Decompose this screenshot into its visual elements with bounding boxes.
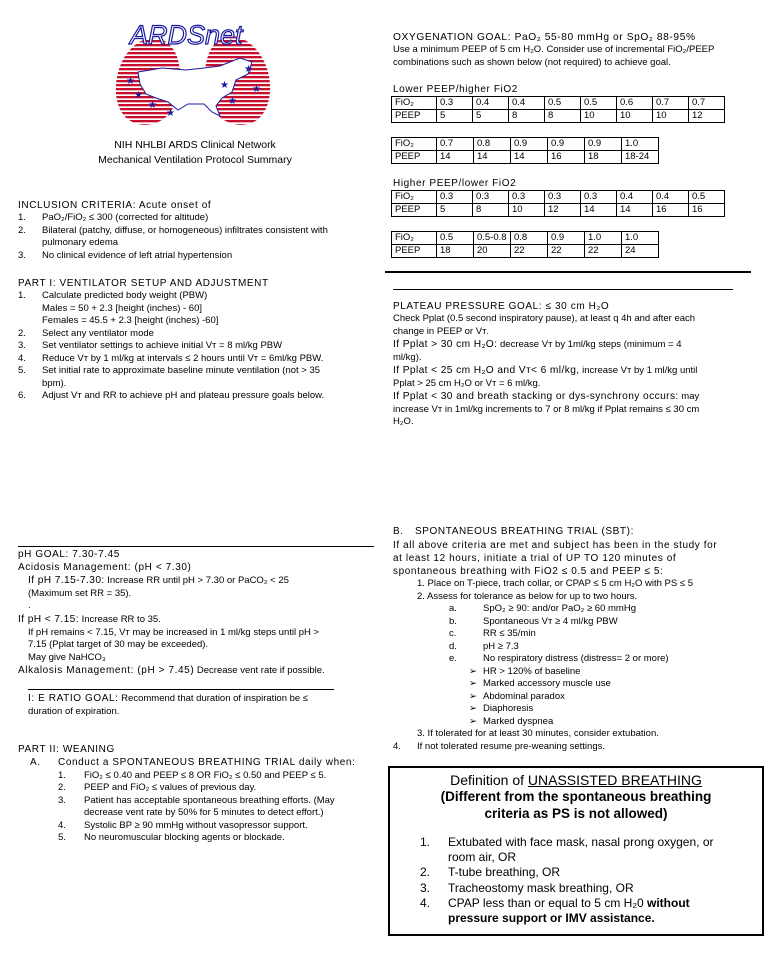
peep-value-cell: 22 [511,245,548,258]
peep-row [392,204,725,217]
part1-text: Females = 45.5 + 2.3 [height (inches) -60] [42,315,219,327]
alkalosis-condition: (pH > 7.45) [133,665,195,677]
peep-value-cell: 16 [653,204,689,217]
weaning-text: FiO₂ ≤ 0.40 and PEEP ≤ 8 OR FiO₂ ≤ 0.50 and PEEP ≤ 5. [84,769,327,781]
lower-peep-table-1 [391,96,725,123]
fio2-peep-table [391,137,659,164]
weaning-number: 4. [58,819,66,831]
unassisted-body [448,865,560,880]
part1-item [18,290,378,303]
peep-row [392,110,725,123]
inclusion-item [18,225,378,250]
tolerance-criteria-list [393,603,758,666]
part1-text: Set initial rate to approximate baseline minute ventilation (not > 35 [42,365,321,377]
box-list [402,835,750,927]
plateau-rule [393,289,733,290]
part1-section [18,277,378,403]
weaning-continuation: decrease vent rate by 50% for 5 minutes to detect effort.) [84,807,324,819]
unassisted-text: T-tube breathing, OR [448,865,561,880]
inclusion-number: 3. [18,249,26,261]
fio2-label-cell: FiO₂ [392,191,437,204]
alkalosis-action: Decrease vent rate if possible. [194,665,325,677]
sbt-step: 2. Assess for tolerance as below for up to two hours. [417,590,638,602]
weaning-item [58,795,388,820]
unassisted-item [420,835,750,866]
peep-value-cell: 18 [585,151,622,164]
fio2-value-cell: 0.3 [509,191,545,204]
unassisted-text: Tracheostomy mask breathing, OR [448,880,634,895]
weaning-number: 1. [58,769,66,781]
sbt-paragraph: If all above criteria are met and subject has been in the study for [393,539,718,551]
fio2-value-cell: 1.0 [622,232,659,245]
part1-number: 3. [18,340,26,352]
peep-value-cell: 10 [617,110,653,123]
peep-value-cell: 24 [622,245,659,258]
fio2-row [392,191,725,204]
sbt-paragraph: spontaneous breathing with FiO2 ≤ 0.5 and PEEP ≤ 5: [393,565,664,577]
weaning-item [58,770,388,783]
fio2-value-cell: 0.9 [511,138,548,151]
part1-number: 4. [18,352,26,364]
weaning-body [84,770,326,783]
weaning-item [58,820,388,833]
part1-continuation: bpm). [42,377,67,389]
ph-line: (Maximum set RR = 35). [28,587,132,599]
part1-number [18,303,42,316]
fio2-value-cell: 0.8 [474,138,511,151]
plateau-action: increase Vᴛ by 1 ml/kg until [579,365,698,377]
unassisted-number: 4. [420,895,431,910]
inclusion-text: No clinical evidence of left atrial hypertension [42,249,233,261]
unassisted-continuation: pressure support or IMV assistance. [448,911,655,926]
distress-sign-text: Marked accessory muscle use [483,678,611,690]
part1-number: 1. [18,290,26,302]
unassisted-text: CPAP less than or equal to 5 cm H₂0 [448,895,644,910]
part1-body [42,303,202,316]
box-title-prefix: Definition of [450,772,528,788]
plateau-line: Check Pplat (0.5 second inspiratory pause), at least q 4h and after each [393,313,696,325]
inclusion-body [42,225,328,250]
unassisted-body [448,881,634,896]
peep-row [392,151,659,164]
tolerance-criterion [393,628,758,641]
fio2-value-cell: 0.4 [473,97,509,110]
fio2-value-cell: 0.5 [581,97,617,110]
distress-sign-text: HR > 120% of baseline [483,665,581,677]
peep-value-cell: 14 [437,151,474,164]
plateau-section [393,300,753,429]
unassisted-number: 1. [420,834,431,849]
box-subtitle: (Different from the spontaneous breathing [440,788,712,804]
plateau-heading: PLATEAU PRESSURE GOAL: ≤ 30 cm H₂O [393,301,610,312]
part2-a-label: A. [30,757,41,769]
weaning-criteria-list [18,770,388,845]
higher-peep-table-1 [391,190,725,217]
tolerance-criterion [393,641,758,654]
plateau-line: change in PEEP or Vᴛ. [393,325,490,337]
fio2-value-cell: 0.3 [473,191,509,204]
oxygenation-section [393,31,753,70]
ph-condition: If pH < 7.15: [18,613,79,625]
criterion-text: RR ≤ 35/min [483,628,536,640]
peep-value-cell: 8 [509,110,545,123]
distress-sign [393,691,758,704]
fio2-value-cell: 0.5 [689,191,725,204]
peep-value-cell: 16 [689,204,725,217]
weaning-text: PEEP and FiO₂ ≤ values of previous day. [84,782,257,794]
org-name: NIH NHLBI ARDS Clinical Network [114,139,276,151]
criterion-letter: d. [449,640,457,652]
distress-sign [393,716,758,729]
plateau-action: may [678,391,700,403]
part1-number [18,315,42,328]
fio2-value-cell: 0.3 [545,191,581,204]
box-title [402,772,750,789]
distress-sign [393,703,758,716]
peep-value-cell: 5 [473,110,509,123]
ph-action: Increase RR until pH > 7.30 or PaCO₂ < 25 [104,575,289,587]
ph-line: . [28,600,31,612]
svg-text:★: ★ [228,96,237,107]
plateau-line: ml/kg). [393,351,422,363]
higher-peep-title: Higher PEEP/lower FiO2 [393,178,517,189]
sbt-b-label: B. [393,526,404,537]
sbt-heading: SPONTANEOUS BREATHING TRIAL (SBT): [415,526,634,537]
inclusion-criteria [18,199,378,262]
plateau-action: decrease Vᴛ by 1ml/kg steps (minimum = 4 [497,339,682,351]
peep-label-cell: PEEP [392,204,437,217]
part1-heading: PART I: VENTILATOR SETUP AND ADJUSTMENT [18,278,269,289]
criterion-letter: a. [449,603,457,615]
tolerance-criterion [393,603,758,616]
distress-sign-text: Marked dyspnea [483,715,554,727]
criterion-text: SpO₂ ≥ 90: and/or PaO₂ ≥ 60 mmHg [483,603,636,615]
ph-section [18,548,388,678]
section-divider [385,271,751,273]
plateau-line: increase Vᴛ in 1ml/kg increments to 7 or 8 ml/kg if Pplat remains ≤ 30 cm [393,403,700,415]
ph-line: May give NaHCO₃ [28,651,106,663]
criterion-letter: e. [449,653,457,665]
weaning-text: Patient has acceptable spontaneous breathing efforts. (May [84,794,335,806]
fio2-value-cell: 0.9 [585,138,622,151]
peep-value-cell: 14 [617,204,653,217]
part1-body [42,290,207,303]
part1-body [42,365,320,390]
fio2-row [392,232,659,245]
distress-sign [393,666,758,679]
part1-item [18,340,378,353]
unassisted-text: Extubated with face mask, nasal prong oxygen, or [448,834,714,849]
distress-sign [393,678,758,691]
inclusion-text: PaO₂/FiO₂ ≤ 300 (corrected for altitude) [42,212,209,224]
plateau-line: Pplat > 25 cm H₂O or Vᴛ = 6 ml/kg. [393,377,541,389]
inclusion-heading: INCLUSION CRITERIA: Acute onset of [18,200,212,211]
part1-text: Select any ventilator mode [42,327,154,339]
fio2-value-cell: 0.7 [689,97,725,110]
weaning-number: 5. [58,832,66,844]
higher-peep-table-2 [391,231,659,258]
unassisted-emphasis: without [643,895,690,910]
peep-value-cell: 14 [474,151,511,164]
criterion-letter: c. [449,628,457,640]
fio2-label-cell: FiO₂ [392,232,437,245]
ardsnet-logo [108,20,278,132]
peep-value-cell: 20 [474,245,511,258]
inclusion-body [42,250,232,263]
tolerance-criterion [393,653,758,666]
unassisted-number: 2. [420,865,431,880]
svg-text:★: ★ [252,84,261,95]
part1-body [42,340,282,353]
fio2-peep-table [391,96,725,123]
inclusion-continuation: pulmonary edema [42,237,119,249]
part1-item [18,315,378,328]
part1-text: Reduce Vᴛ by 1 ml/kg at intervals ≤ 2 hours until Vᴛ = 6ml/kg PBW. [42,352,324,364]
part2-section [18,743,388,845]
unassisted-item [420,896,750,927]
sbt-step: 3. If tolerated for at least 30 minutes, consider extubation. [417,728,659,740]
inclusion-text: Bilateral (patchy, diffuse, or homogeneous) infiltrates consistent with [42,224,328,236]
weaning-number: 2. [58,782,66,794]
acidosis-heading: Acidosis Management: (pH < 7.30) [18,562,192,574]
peep-value-cell: 14 [511,151,548,164]
plateau-condition: If Pplat < 25 cm H₂O and Vᴛ< 6 ml/kg, [393,365,580,377]
part2-heading: PART II: WEANING [18,744,115,755]
inclusion-item [18,250,378,263]
fio2-value-cell: 0.6 [617,97,653,110]
fio2-value-cell: 0.5 [545,97,581,110]
lower-peep-table-2 [391,137,659,164]
weaning-number: 3. [58,794,66,806]
part1-text: Adjust Vᴛ and RR to achieve pH and plateau pressure goals below. [42,390,325,402]
fio2-value-cell: 0.3 [437,191,473,204]
ph-line: 7.15 (Pplat target of 30 may be exceeded). [28,639,209,651]
svg-text:★: ★ [126,76,135,87]
svg-text:★: ★ [134,90,143,101]
criterion-text: No respiratory distress (distress= 2 or more) [483,653,669,665]
part1-item [18,353,378,366]
criterion-text: pH ≥ 7.3 [483,640,519,652]
arrow-bullet-icon: ➢ [469,703,477,715]
fio2-value-cell: 0.7 [437,138,474,151]
inclusion-number: 2. [18,224,26,236]
inclusion-item [18,212,378,225]
peep-value-cell: 5 [437,204,473,217]
part1-text: Calculate predicted body weight (PBW) [42,290,208,302]
distress-sign-text: Diaphoresis [483,703,534,715]
peep-value-cell: 12 [689,110,725,123]
peep-value-cell: 10 [581,110,617,123]
part2-a-text: Conduct a SPONTANEOUS BREATHING TRIAL daily when: [58,757,356,769]
fio2-peep-table [391,190,725,217]
sbt-step: 1. Place on T-piece, trach collar, or CPAP ≤ 5 cm H₂O with PS ≤ 5 [417,578,694,590]
part1-number: 6. [18,390,26,402]
lower-peep-title: Lower PEEP/higher FiO2 [393,84,518,95]
part1-number: 2. [18,327,26,339]
part1-number: 5. [18,365,26,377]
oxygenation-heading: OXYGENATION GOAL: PaO₂ 55-80 mmHg or SpO₂ 88-95% [393,32,696,43]
part1-body [42,328,154,341]
fio2-value-cell: 0.7 [653,97,689,110]
arrow-bullet-icon: ➢ [469,715,477,727]
peep-value-cell: 10 [509,204,545,217]
unassisted-body [448,835,713,866]
unassisted-continuation: room air, OR [448,849,517,864]
ph-rule [18,546,374,547]
oxygenation-line-2: combinations such as shown below (not required) to achieve goal. [393,56,671,68]
svg-text:★: ★ [220,80,229,91]
fio2-peep-table [391,231,659,258]
sbt-paragraph: at least 12 hours, initiate a trial of UP TO 120 minutes of [393,552,677,564]
fio2-value-cell: 0.4 [617,191,653,204]
sbt-section [393,525,758,754]
plateau-condition: If Pplat > 30 cm H₂O: [393,339,498,351]
oxygenation-line-1: Use a minimum PEEP of 5 cm H₂O. Consider use of incremental FiO₂/PEEP [393,44,715,56]
plateau-condition: If Pplat < 30 and breath stacking or dys-synchrony occurs: [393,391,679,403]
distress-signs-list [393,666,758,729]
peep-value-cell: 18 [437,245,474,258]
fio2-value-cell: 0.5 [437,232,474,245]
ie-line: duration of expiration. [28,705,120,717]
peep-value-cell: 8 [545,110,581,123]
peep-value-cell: 8 [473,204,509,217]
peep-value-cell: 14 [581,204,617,217]
arrow-bullet-icon: ➢ [469,678,477,690]
svg-text:★: ★ [166,108,175,119]
ph-condition: If pH 7.15-7.30: [28,575,105,587]
fio2-value-cell: 1.0 [585,232,622,245]
peep-value-cell: 16 [548,151,585,164]
unassisted-breathing-box [388,766,764,936]
inclusion-number: 1. [18,212,26,224]
distress-sign-text: Abdominal paradox [483,690,565,702]
criterion-text: Spontaneous Vᴛ ≥ 4 ml/kg PBW [483,615,618,627]
box-title-emphasis: UNASSISTED BREATHING [527,772,702,788]
unassisted-body [448,896,690,927]
fio2-row [392,97,725,110]
page-title: Mechanical Ventilation Protocol Summary [98,153,292,166]
inclusion-list [18,212,378,262]
part1-body [42,315,218,328]
peep-label-cell: PEEP [392,245,437,258]
sbt-step: If not tolerated resume pre-weaning settings. [417,741,605,752]
ie-line: Recommend that duration of inspiration be ≤ [118,693,309,704]
ie-section [28,692,378,718]
peep-label-cell: PEEP [392,151,437,164]
unassisted-item [420,865,750,880]
part1-item [18,365,378,390]
unassisted-item [420,881,750,896]
part1-item [18,390,378,403]
part1-text: Males = 50 + 2.3 [height (inches) - 60] [42,302,203,314]
fio2-label-cell: FiO₂ [392,138,437,151]
part1-body [42,353,323,366]
ardsnet-wordmark: ARDSnet [130,20,243,50]
fio2-value-cell: 0.3 [437,97,473,110]
part1-item [18,328,378,341]
fio2-value-cell: 0.4 [653,191,689,204]
ie-heading: I: E RATIO GOAL: [28,693,119,704]
weaning-text: No neuromuscular blocking agents or blockade. [84,832,285,844]
arrow-bullet-icon: ➢ [469,665,477,677]
peep-value-cell: 5 [437,110,473,123]
header [0,138,390,167]
criterion-letter: b. [449,615,457,627]
svg-text:★: ★ [244,64,253,75]
part1-item [18,303,378,316]
alkalosis-heading: Alkalosis Management: [18,665,134,677]
part1-list [18,290,378,403]
fio2-value-cell: 0.3 [581,191,617,204]
weaning-item [58,832,388,845]
peep-value-cell: 22 [548,245,585,258]
peep-label-cell: PEEP [392,110,437,123]
fio2-row [392,138,659,151]
peep-row [392,245,659,258]
peep-value-cell: 18-24 [622,151,659,164]
weaning-body [84,832,285,845]
weaning-body [84,782,256,795]
ph-action: Increase RR to 35. [78,613,161,625]
inclusion-body [42,212,208,225]
unassisted-number: 3. [420,880,431,895]
sbt-step-number: 4. [393,741,401,752]
peep-value-cell: 12 [545,204,581,217]
weaning-item [58,782,388,795]
fio2-value-cell: 1.0 [622,138,659,151]
ph-line: If pH remains < 7.15, Vᴛ may be increased in 1 ml/kg steps until pH > [28,626,320,638]
ie-rule [28,689,334,690]
fio2-value-cell: 0.8 [511,232,548,245]
weaning-text: Systolic BP ≥ 90 mmHg without vasopressor support. [84,819,308,831]
fio2-value-cell: 0.5-0.8 [474,232,511,245]
lungs-usa-map-graphic [108,20,278,132]
part1-text: Set ventilator settings to achieve initial Vᴛ = 8 ml/kg PBW [42,340,283,352]
arrow-bullet-icon: ➢ [469,690,477,702]
weaning-body [84,820,308,833]
plateau-line: H₂O. [393,416,414,428]
fio2-label-cell: FiO₂ [392,97,437,110]
peep-value-cell: 22 [585,245,622,258]
weaning-body [84,795,335,820]
fio2-value-cell: 0.4 [509,97,545,110]
svg-text:★: ★ [148,100,157,111]
fio2-value-cell: 0.9 [548,232,585,245]
ph-heading: pH GOAL: 7.30-7.45 [18,549,120,560]
peep-value-cell: 10 [653,110,689,123]
tolerance-criterion [393,616,758,629]
box-subtitle: criteria as PS is not allowed) [484,805,668,821]
part1-body [42,390,324,403]
fio2-value-cell: 0.9 [548,138,585,151]
